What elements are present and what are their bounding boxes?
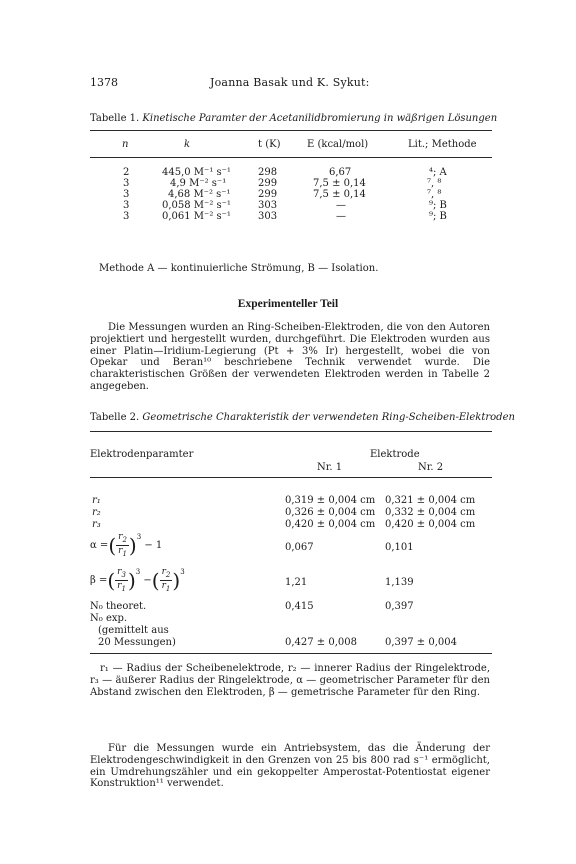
table1-cell-lit: ⁹; B — [429, 200, 447, 211]
table1-cell-lit: ⁴; A — [429, 167, 447, 178]
table1-cell-e: 6,67 — [329, 167, 352, 178]
beta-formula: β =( $\frac{r_3}{r_1}$ )$^3$ −( $\frac{r_2}{r_1}$ )$^3$ — [90, 567, 185, 593]
table2-cell-nr2: 0,101 — [385, 542, 414, 553]
table1-header-row — [0, 140, 576, 152]
table1-cell-k: 445,0 M⁻¹ s⁻¹ — [162, 167, 231, 178]
alpha-symbol: α = — [90, 540, 109, 551]
table2-cell-nr2: 0,420 ± 0,004 cm — [385, 519, 476, 530]
section-paragraph — [90, 322, 490, 393]
table1-cell-k: 4,9 M⁻² s⁻¹ — [170, 178, 227, 189]
table2-cell-nr1: 0,420 ± 0,004 cm — [285, 519, 376, 530]
table1-cell-n: 3 — [123, 189, 130, 200]
table1-cell-e: — — [336, 211, 346, 222]
table2-caption-text: Geometrische Charakteristik der verwendeten Ring-Scheiben-Elektroden — [142, 412, 515, 423]
table2-label-r2: r₂ — [92, 507, 101, 518]
table2-label-r3: r₃ — [92, 519, 101, 530]
table1-cell-lit: ⁷, ⁸ — [427, 178, 442, 189]
table2-cell-nr1: 0,326 ± 0,004 cm — [285, 507, 376, 518]
alpha-formula: α =( $\frac{r_2}{r_1}$ )$^3$ − 1 — [90, 532, 163, 558]
table1-footnote: Methode A — kontinuierliche Strömung, B — Isolation. — [99, 263, 379, 274]
table1-cell-t: 299 — [258, 189, 278, 200]
table2-label-n0-theoret: N₀ theoret. — [90, 601, 147, 612]
table2-caption — [90, 412, 515, 424]
table2-cell-nr2: 0,397 — [385, 601, 414, 612]
table1-cell-n: 3 — [123, 178, 130, 189]
table1-caption-text: Kinetische Paramter der Acetanilidbromierung in wäßrigen Lösungen — [142, 113, 498, 124]
section-paragraph-text: Die Messungen wurden an Ring-Scheiben-Elektroden, die von den Autoren projektiert und hergestellt wurden, durchgeführt. Die Elektroden wurden aus einer Platin—Iridium-Legierung (Pt + 3% Ir) hergestellt, wobei die von Opekar und Beran¹⁰ beschriebene Technik verwendet wurde. Die charakteristischen Größen der verwendeten Elektroden werden in Tabelle 2 angegeben. — [90, 322, 490, 392]
table1-header-lit: Lit.; Methode — [408, 139, 477, 150]
table1-cell-n: 2 — [123, 167, 130, 178]
table1-cell-lit: ⁷, ⁸ — [427, 189, 442, 200]
table1-cell-e: 7,5 ± 0,14 — [313, 189, 366, 200]
table1-cell-lit: ⁹; B — [429, 211, 447, 222]
table2-caption-label: Tabelle 2. — [90, 412, 140, 423]
table2-cell-nr2: 1,139 — [385, 577, 414, 588]
table1-cell-k: 4,68 M⁻² s⁻¹ — [168, 189, 231, 200]
beta-symbol: β = — [90, 575, 108, 586]
table2-header-rule — [90, 477, 492, 478]
table1-header-rule — [90, 157, 492, 158]
table1-header-e: E (kcal/mol) — [307, 139, 369, 150]
table2-header-nr2: Nr. 2 — [418, 462, 444, 473]
table1-header-n: n — [122, 139, 129, 150]
table1-cell-k: 0,061 M⁻² s⁻¹ — [162, 211, 231, 222]
table1-caption-label: Tabelle 1. — [90, 113, 140, 124]
table2-label-n0-exp-note1: (gemittelt aus — [98, 625, 169, 636]
page-number: 1378 — [90, 76, 118, 89]
table2-bottom-rule — [90, 653, 492, 654]
table1-header-k: k — [184, 139, 191, 150]
table1-top-rule — [90, 130, 492, 131]
table2-cell-nr2: 0,332 ± 0,004 cm — [385, 507, 476, 518]
table1-cell-e: — — [336, 200, 346, 211]
table2-label-n0-exp: N₀ exp. — [90, 613, 128, 624]
section-title: Experimenteller Teil — [237, 298, 339, 310]
table1-cell-t: 303 — [258, 200, 278, 211]
table1-cell-e: 7,5 ± 0,14 — [313, 178, 366, 189]
table2-cell-nr1: 0,067 — [285, 542, 314, 553]
table2-cell-nr1: 0,415 — [285, 601, 314, 612]
table2-label-r1: r₁ — [92, 495, 101, 506]
table2-cell-nr1: 1,21 — [285, 577, 308, 588]
table1-header-t: t (K) — [258, 139, 281, 150]
table1-cell-k: 0,058 M⁻² s⁻¹ — [162, 200, 231, 211]
table2-cell-nr1: 0,319 ± 0,004 cm — [285, 495, 376, 506]
table2-header-group: Elektrode — [370, 449, 420, 460]
table2-header-param: Elektrodenparamter — [90, 449, 194, 460]
table2-footnote-text: r₁ — Radius der Scheibenelektrode, r₂ — innerer Radius der Ringelektrode, r₃ — äußerer Radius der Ringelektrode, α — geometrischer Parameter für den Abstand zwischen den Elektroden, β — gemetrische Parameter für den Ring. — [90, 663, 490, 698]
table1-cell-t: 299 — [258, 178, 278, 189]
table1-cell-t: 298 — [258, 167, 278, 178]
table1-body — [0, 168, 576, 228]
table1-caption — [90, 113, 497, 125]
table2-label-n0-exp-note2: 20 Messungen) — [98, 637, 176, 648]
table2-top-rule — [90, 431, 492, 432]
table2-cell-nr1: 0,427 ± 0,008 — [285, 637, 357, 648]
table1-cell-n: 3 — [123, 211, 130, 222]
closing-paragraph — [90, 743, 490, 790]
table2-header-nr1: Nr. 1 — [317, 462, 343, 473]
table1-cell-n: 3 — [123, 200, 130, 211]
running-head: Joanna Basak und K. Sykut: — [210, 76, 370, 89]
table2-footnote — [90, 663, 490, 698]
alpha-tail: − 1 — [144, 540, 163, 551]
closing-paragraph-text: Für die Messungen wurde ein Antriebsystem, das die Änderung der Elektrodengeschwindigkeit in den Grenzen von 25 bis 800 rad s⁻¹ ermöglicht, ein Umdrehungszähler und ein gekoppelter Amperostat-Potentiostat eigener Konstruktion¹¹ verwendet. — [90, 743, 490, 790]
table1-cell-t: 303 — [258, 211, 278, 222]
table2-cell-nr2: 0,397 ± 0,004 — [385, 637, 457, 648]
table2-cell-nr2: 0,321 ± 0,004 cm — [385, 495, 476, 506]
page-header — [90, 77, 490, 91]
